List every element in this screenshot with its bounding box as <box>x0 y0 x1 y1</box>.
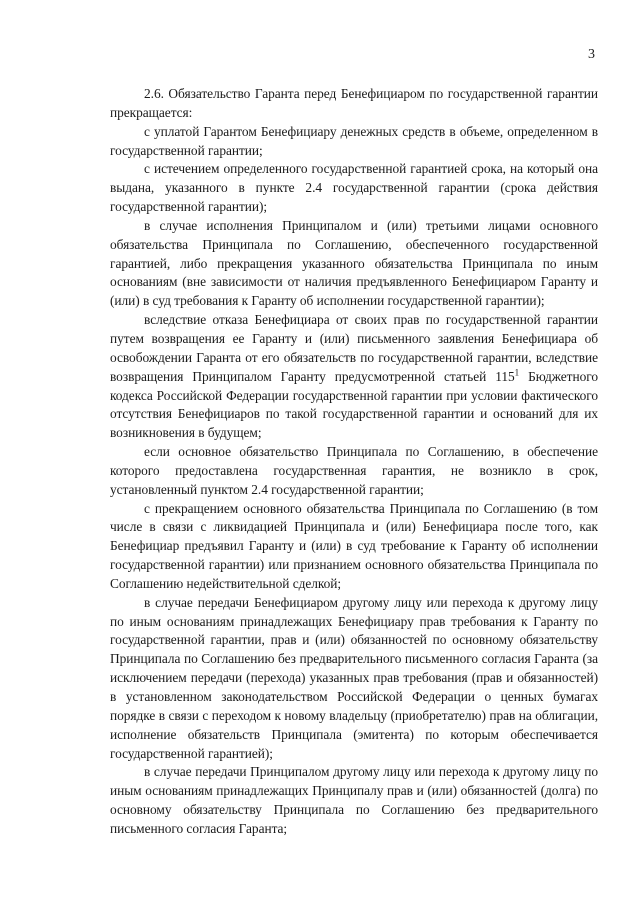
refusal-text-before: вследствие отказа Бенефициара от своих прав по государственной гарантии путем возвращения ее Гаранту и (или) письменного заявления Бенефициара об освобождении Гаранта от его обязательств по государственной гарантии, вследствие возвращения Принципалом Гаранту предусмотренной статьей 115 <box>110 312 598 384</box>
paragraph-obligation-not-arisen: если основное обязательство Принципала по Соглашению, в обеспечение которого предоставлена государственная гарантия, не возникло в срок, установленный пунктом 2.4 государственной гарантии; <box>110 444 598 497</box>
paragraph-beneficiary-transfer: в случае передачи Бенефициаром другому лицу или перехода к другому лицу по иным основаниям принадлежащих Бенефициару прав требования к Гаранту по государственной гарантии, прав и (или) обязанностей по основному обязательству Принципала по Соглашению без предварительного письменного согласия Гаранта (за исключением передачи (перехода) указанных прав требования (прав и обязанностей) в установленном законодательством Российской Федерации о ценных бумагах порядке в связи с переходом к новому владельцу (приобретателю) прав на облигации, исполнение обязательств Принципала (эмитента) по которым обеспечивается государственной гарантией); <box>110 594 598 761</box>
paragraph-principal-transfer: в случае передачи Принципалом другому лицу или перехода к другому лицу по иным основаниям принадлежащих Принципалу прав и (или) обязанностей (долга) по основному обязательству Принципала по Соглашению без предварительного письменного согласия Гаранта; <box>110 764 598 836</box>
page-number: 3 <box>588 47 595 62</box>
article-superscript: 1 <box>514 367 520 378</box>
paragraph-beneficiary-refusal <box>110 311 598 443</box>
paragraph-payment: с уплатой Гарантом Бенефициару денежных средств в объеме, определенном в государственной гарантии; <box>110 123 598 158</box>
document-body <box>110 85 598 839</box>
refusal-text-after: Бюджетного кодекса Российской Федерации государственной гарантии при условии фактического отсутствия Бенефициаров по такой государственной гарантии и оснований для их возникновения в будущем; <box>110 368 598 441</box>
paragraph-obligation-terminated: с прекращением основного обязательства Принципала по Соглашению (в том числе в связи с ликвидацией Принципала и (или) Бенефициара после того, как Бенефициар предъявил Гаранту и (или) в суд требование к Гаранту об исполнении государственной гарантии) или признанием основного обязательства Принципала по Соглашению недействительной сделкой; <box>110 500 598 591</box>
paragraph-obligation-fulfilled: в случае исполнения Принципалом и (или) третьими лицами основного обязательства Принципала по Соглашению, обеспеченного государственной гарантией, либо прекращения указанного обязательства Принципала по иным основаниям (вне зависимости от наличия предъявленного Бенефициаром Гаранту и (или) в суд требования к Гаранту об исполнении государственной гарантии); <box>110 217 598 309</box>
paragraph-clause-2-6-intro: 2.6. Обязательство Гаранта перед Бенефициаром по государственной гарантии прекращается: <box>110 86 598 120</box>
paragraph-term-expiry: с истечением определенного государственной гарантией срока, на который она выдана, указанного в пункте 2.4 государственной гарантии (срока действия государственной гарантии); <box>110 161 598 215</box>
